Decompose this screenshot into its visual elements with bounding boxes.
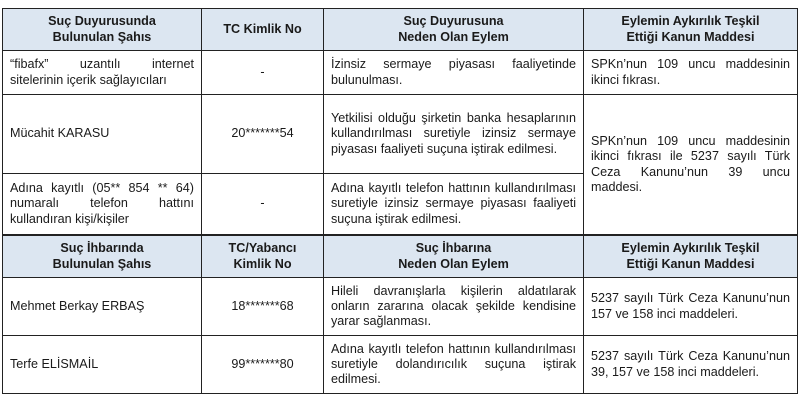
- header-person: Suç İhbarında Bulunulan Şahıs: [3, 236, 202, 278]
- cell-id: 20*******54: [202, 95, 324, 174]
- table-header-row: [3, 9, 798, 51]
- cell-person: Mehmet Berkay ERBAŞ: [3, 278, 202, 336]
- table-row: [3, 336, 798, 394]
- cell-action: Hileli davranışlarla kişilerin aldatılarak onların zararına olacak şekilde kendisine yarar sağlanması.: [324, 278, 584, 336]
- table-row: [3, 51, 798, 95]
- header-action: Suç İhbarına Neden Olan Eylem: [324, 236, 584, 278]
- table-header-row: [3, 236, 798, 278]
- crime-report-table: [2, 235, 798, 394]
- cell-action: Yetkilisi olduğu şirketin banka hesaplarının kullandırılması suretiyle izinsiz sermaye piyasası faaliyeti suçuna iştirak edilmesi.: [324, 95, 584, 174]
- header-law: Eylemin Aykırılık Teşkil Ettiği Kanun Maddesi: [584, 236, 798, 278]
- cell-person: Terfe ELİSMAİL: [3, 336, 202, 394]
- cell-law: 5237 sayılı Türk Ceza Kanunu’nun 157 ve 158 inci maddeleri.: [584, 278, 798, 336]
- cell-person: “fibafx” uzantılı internet sitelerinin içerik sağlayıcıları: [3, 51, 202, 95]
- cell-id: 99*******80: [202, 336, 324, 394]
- cell-id: -: [202, 51, 324, 95]
- table-row: [3, 278, 798, 336]
- header-id: TC Kimlik No: [202, 9, 324, 51]
- cell-law: 5237 sayılı Türk Ceza Kanunu’nun 39, 157 ve 158 inci maddeleri.: [584, 336, 798, 394]
- header-action: Suç Duyurusuna Neden Olan Eylem: [324, 9, 584, 51]
- table-row: [3, 95, 798, 174]
- header-person: Suç Duyurusunda Bulunulan Şahıs: [3, 9, 202, 51]
- cell-id: -: [202, 174, 324, 235]
- cell-action: Adına kayıtlı telefon hattının kullandırılması suretiyle dolandırıcılık suçuna iştirak edilmesi.: [324, 336, 584, 394]
- cell-law: SPKn’nun 109 uncu maddesinin ikinci fıkrası.: [584, 51, 798, 95]
- cell-id: 18*******68: [202, 278, 324, 336]
- criminal-complaint-table: [2, 8, 798, 235]
- cell-person: Adına kayıtlı (05** 854 ** 64) numaralı telefon hattını kullandıran kişi/kişiler: [3, 174, 202, 235]
- cell-person: Mücahit KARASU: [3, 95, 202, 174]
- cell-law: SPKn’nun 109 uncu maddesinin ikinci fıkrası ile 5237 sayılı Türk Ceza Kanunu’nun 39 uncu maddesi.: [584, 95, 798, 235]
- cell-action: Adına kayıtlı telefon hattının kullandırılması suretiyle izinsiz sermaye piyasası faaliyeti suçuna iştirak edilmesi.: [324, 174, 584, 235]
- header-id: TC/Yabancı Kimlik No: [202, 236, 324, 278]
- cell-action: İzinsiz sermaye piyasası faaliyetinde bulunulması.: [324, 51, 584, 95]
- header-law: Eylemin Aykırılık Teşkil Ettiği Kanun Maddesi: [584, 9, 798, 51]
